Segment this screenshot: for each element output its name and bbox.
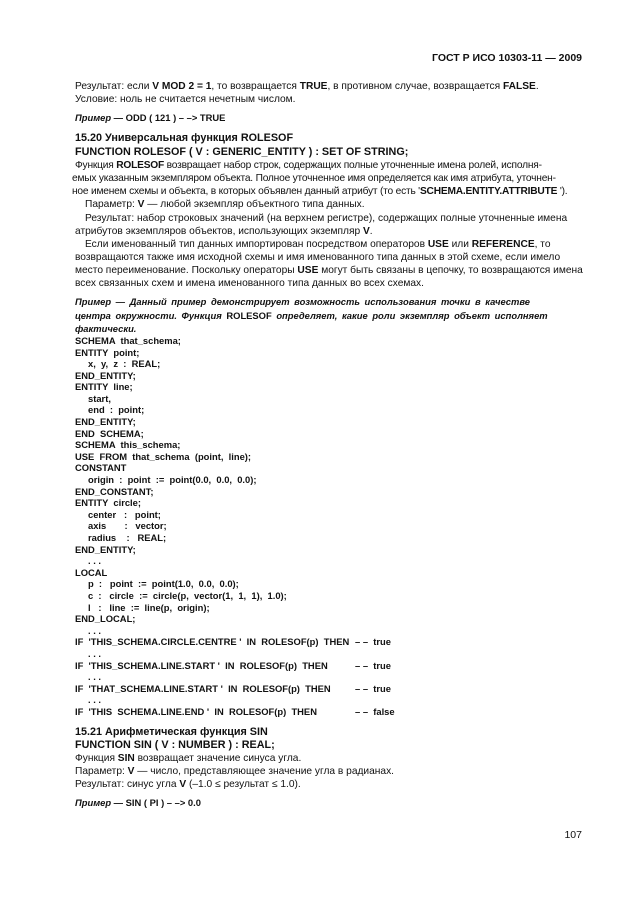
code-line: CONSTANT	[75, 462, 127, 474]
code-line: end : point;	[88, 404, 145, 416]
if-result-comment: – – false	[355, 705, 395, 717]
if-condition: IF 'THAT_SCHEMA.LINE.START ' IN ROLESOF(p) THEN	[75, 682, 331, 694]
if-condition: IF 'THIS SCHEMA.LINE.END ' IN ROLESOF(p) THEN	[75, 705, 317, 717]
code-line: l : line := line(p, origin);	[88, 601, 210, 613]
code-if-row	[75, 706, 583, 718]
code-line: origin : point := point(0.0, 0.0, 0.0);	[88, 474, 257, 486]
code-line: LOCAL	[75, 566, 108, 578]
page-number: 107	[564, 829, 582, 841]
rolesof-para-4c: место переименование. Поскольку операторы USE могут быть связаны в цепочку, то возвращаются имена	[75, 265, 583, 277]
rolesof-para-4a: Если именованный тип данных импортирован посредством операторов USE или REFERENCE, то	[85, 238, 551, 250]
if-result-comment: – – true	[355, 636, 391, 648]
odd-condition-line: Условие: ноль не считается нечетным числом.	[75, 94, 296, 106]
standard-header: ГОСТ Р ИСО 10303-11 — 2009	[432, 52, 582, 64]
odd-example: Пример — ODD ( 121 ) – –> TRUE	[75, 112, 226, 124]
code-if-row	[75, 660, 583, 672]
code-ellipsis: . . .	[88, 694, 102, 706]
code-line: center : point;	[88, 508, 161, 520]
code-line: ENTITY circle;	[75, 497, 141, 509]
rolesof-para-1c: ное именем схемы и объекта, в которых объявлен данный атрибут (то есть 'SCHEMA.ENTITY.ATTRIBUTE ').	[72, 186, 568, 198]
code-line: SCHEMA that_schema;	[75, 334, 181, 346]
section-15-21-heading: 15.21 Арифметическая функция SIN	[75, 725, 268, 738]
rolesof-result-a: Результат: набор строковых значений (на верхнем регистре), содержащих полные уточненные имена	[85, 212, 568, 224]
code-line: END_ENTITY;	[75, 369, 136, 381]
code-if-row	[75, 636, 583, 648]
odd-result-line: Результат: если V MOD 2 = 1, то возвращается TRUE, в противном случае, возвращается FALSE.	[75, 81, 539, 92]
code-line: SCHEMA this_schema;	[75, 439, 181, 451]
rolesof-para-1b: емых указанным экземпляром объекта. Полное уточненное имя определяется как имя атрибута, уточнен-	[72, 173, 556, 185]
code-line: ENTITY point;	[75, 346, 140, 358]
code-line: END_ENTITY;	[75, 543, 136, 555]
code-line: END SCHEMA;	[75, 427, 144, 439]
code-listing	[75, 335, 583, 718]
code-line: x, y, z : REAL;	[88, 358, 161, 370]
code-line: axis : vector;	[88, 520, 167, 532]
rolesof-parameter: Параметр: V — любой экземпляр объектного типа данных.	[85, 199, 365, 211]
code-ellipsis: . . .	[88, 647, 102, 659]
code-line: END_CONSTANT;	[75, 485, 154, 497]
code-line: c : circle := circle(p, vector(1, 1, 1), 1.0);	[88, 589, 287, 601]
code-line: p : point := point(1.0, 0.0, 0.0);	[88, 578, 239, 590]
rolesof-example-line-1: Пример — Данный пример демонстрирует возможность использования точки в качестве	[75, 296, 530, 308]
code-if-row	[75, 683, 583, 695]
rolesof-result-b: атрибутов экземпляров объектов, использующих экземпляр V.	[75, 225, 373, 237]
if-condition: IF 'THIS_SCHEMA.LINE.START ' IN ROLESOF(p) THEN	[75, 659, 328, 671]
code-ellipsis: . . .	[88, 671, 102, 683]
section-15-20-heading: 15.20 Универсальная функция ROLESOF	[75, 132, 294, 145]
code-line: start,	[88, 392, 111, 404]
sin-result: Результат: синус угла V (–1.0 ≤ результат ≤ 1.0).	[75, 779, 301, 791]
sin-parameter: Параметр: V — число, представляющее значение угла в радианах.	[75, 766, 395, 778]
code-line: USE FROM that_schema (point, line);	[75, 450, 252, 462]
rolesof-para-4d: всех связанных схем и имена именованного типа данных во всех схемах.	[75, 278, 424, 290]
if-condition: IF 'THIS_SCHEMA.CIRCLE.CENTRE ' IN ROLESOF(p) THEN	[75, 636, 350, 648]
code-line: . . .	[88, 624, 102, 636]
code-line: radius : REAL;	[88, 532, 167, 543]
if-result-comment: – – true	[355, 659, 391, 671]
sin-example: Пример — SIN ( PI ) – –> 0.0	[75, 797, 201, 809]
rolesof-example-line-3: фактически.	[75, 322, 137, 334]
sin-para-1: Функция SIN возвращает значение синуса угла.	[75, 752, 302, 764]
page-body	[72, 80, 583, 810]
code-line: . . .	[88, 555, 102, 567]
sin-signature: FUNCTION SIN ( V : NUMBER ) : REAL;	[75, 738, 275, 751]
code-line: END_LOCAL;	[75, 613, 136, 625]
rolesof-para-4b: возвращаются также имя исходной схемы и имя именованного типа данных в этой схеме, если имело	[75, 251, 561, 263]
rolesof-example-line-2: центра окружности. Функция ROLESOF определяет, какие роли экземпляр объект исполняет	[75, 309, 548, 321]
if-result-comment: – – true	[355, 682, 391, 694]
code-line: END_ENTITY;	[75, 416, 136, 428]
rolesof-para-1: Функция ROLESOF возвращает набор строк, содержащих полные уточненные имена ролей, исполня-	[75, 159, 542, 171]
code-line: ENTITY line;	[75, 381, 133, 393]
rolesof-signature: FUNCTION ROLESOF ( V : GENERIC_ENTITY ) : SET OF STRING;	[75, 145, 409, 158]
